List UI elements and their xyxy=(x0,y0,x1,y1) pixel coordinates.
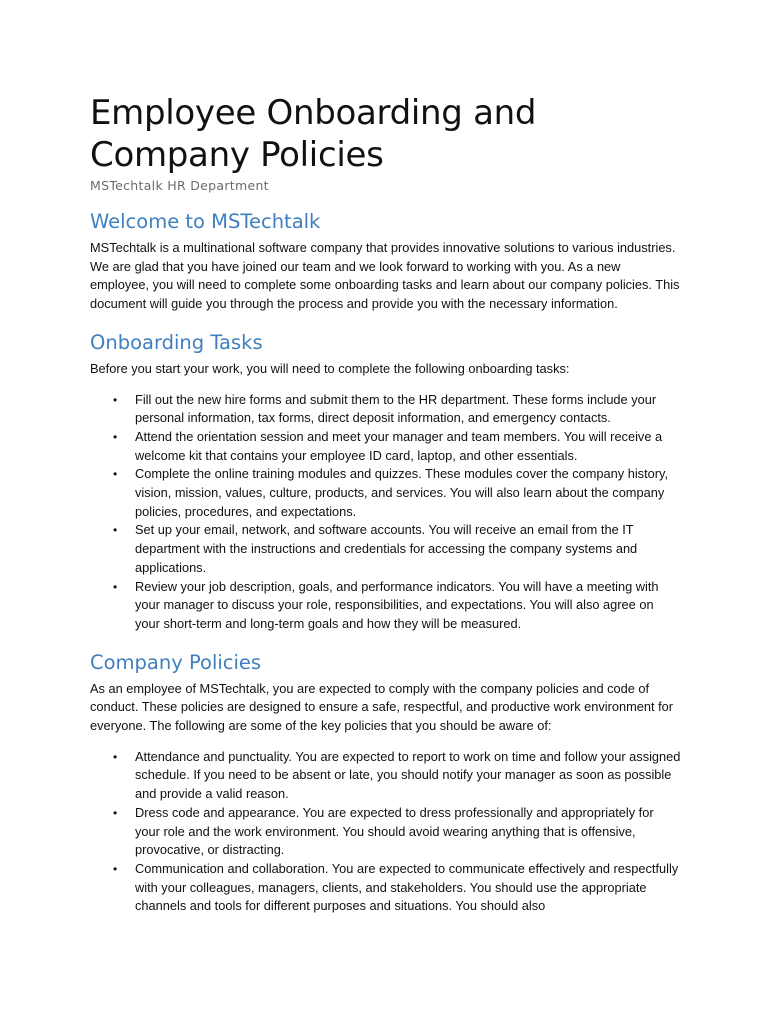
onboarding-heading: Onboarding Tasks xyxy=(90,330,263,354)
list-item xyxy=(113,804,682,860)
bullet-icon: • xyxy=(113,467,118,482)
list-item-text: Complete the online training modules and quizzes. These modules cover the company history, vision, mission, values, culture, products, and services. You will also learn about the company policies, procedures, and expectations. xyxy=(135,466,669,519)
document-page xyxy=(90,92,682,916)
bullet-icon: • xyxy=(113,429,118,444)
bullet-icon: • xyxy=(113,579,118,594)
list-item xyxy=(113,860,682,916)
bullet-icon: • xyxy=(113,861,118,876)
list-item xyxy=(113,391,682,428)
onboarding-task-list xyxy=(90,391,682,634)
list-item-text: Dress code and appearance. You are expected to dress professionally and appropriately for your role and the work environment. You should avoid wearing anything that is offensive, provocative, or distracting. xyxy=(135,804,654,858)
list-item-text: Attendance and punctuality. You are expected to report to work on time and follow your assigned schedule. If you need to be absent or late, you should notify your manager as soon as possible and provide a valid reason. xyxy=(135,748,681,802)
document-subtitle: MSTechtalk HR Department xyxy=(90,178,269,193)
welcome-paragraph: MSTechtalk is a multinational software company that provides innovative solutions to various industries. We are glad that you have joined our team and we look forward to working with you. As a new employee, you will need to complete some onboarding tasks and learn about our company policies. This document will guide you through the process and provide you with the necessary information. xyxy=(90,240,680,312)
bullet-icon: • xyxy=(113,749,118,764)
bullet-icon: • xyxy=(113,523,118,538)
welcome-heading: Welcome to MSTechtalk xyxy=(90,210,321,233)
policies-list xyxy=(90,748,682,916)
bullet-icon: • xyxy=(113,392,118,407)
list-item xyxy=(113,465,682,521)
document-title: Employee Onboarding and Company Policies xyxy=(90,93,537,175)
onboarding-intro: Before you start your work, you will need to complete the following onboarding tasks: xyxy=(90,360,570,376)
list-item xyxy=(113,428,682,465)
list-item xyxy=(113,578,682,634)
list-item-text: Set up your email, network, and software accounts. You will receive an email from the IT department with the instructions and credentials for accessing the company systems and applications. xyxy=(135,522,638,575)
list-item-text: Attend the orientation session and meet your manager and team members. You will receive a welcome kit that contains your employee ID card, laptop, and other essentials. xyxy=(135,428,663,463)
list-item xyxy=(113,521,682,577)
list-item-text: Communication and collaboration. You are expected to communicate effectively and respectfully with your colleagues, managers, clients, and stakeholders. You should use the appropriate channels and tools for different purposes and situations. You should also xyxy=(135,860,679,914)
list-item-text: Fill out the new hire forms and submit them to the HR department. These forms include your personal information, tax forms, direct deposit information, and emergency contacts. xyxy=(135,391,657,426)
list-item xyxy=(113,748,682,804)
bullet-icon: • xyxy=(113,805,118,820)
policies-intro: As an employee of MSTechtalk, you are expected to comply with the company policies and code of conduct. These policies are designed to ensure a safe, respectful, and productive work environment for everyone. The following are some of the key policies that you should be aware of: xyxy=(90,680,674,734)
policies-heading: Company Policies xyxy=(90,650,262,674)
list-item-text: Review your job description, goals, and performance indicators. You will have a meeting with your manager to discuss your role, responsibilities, and expectations. You will also agree on your short-term and long-term goals and how they will be measured. xyxy=(135,578,659,631)
